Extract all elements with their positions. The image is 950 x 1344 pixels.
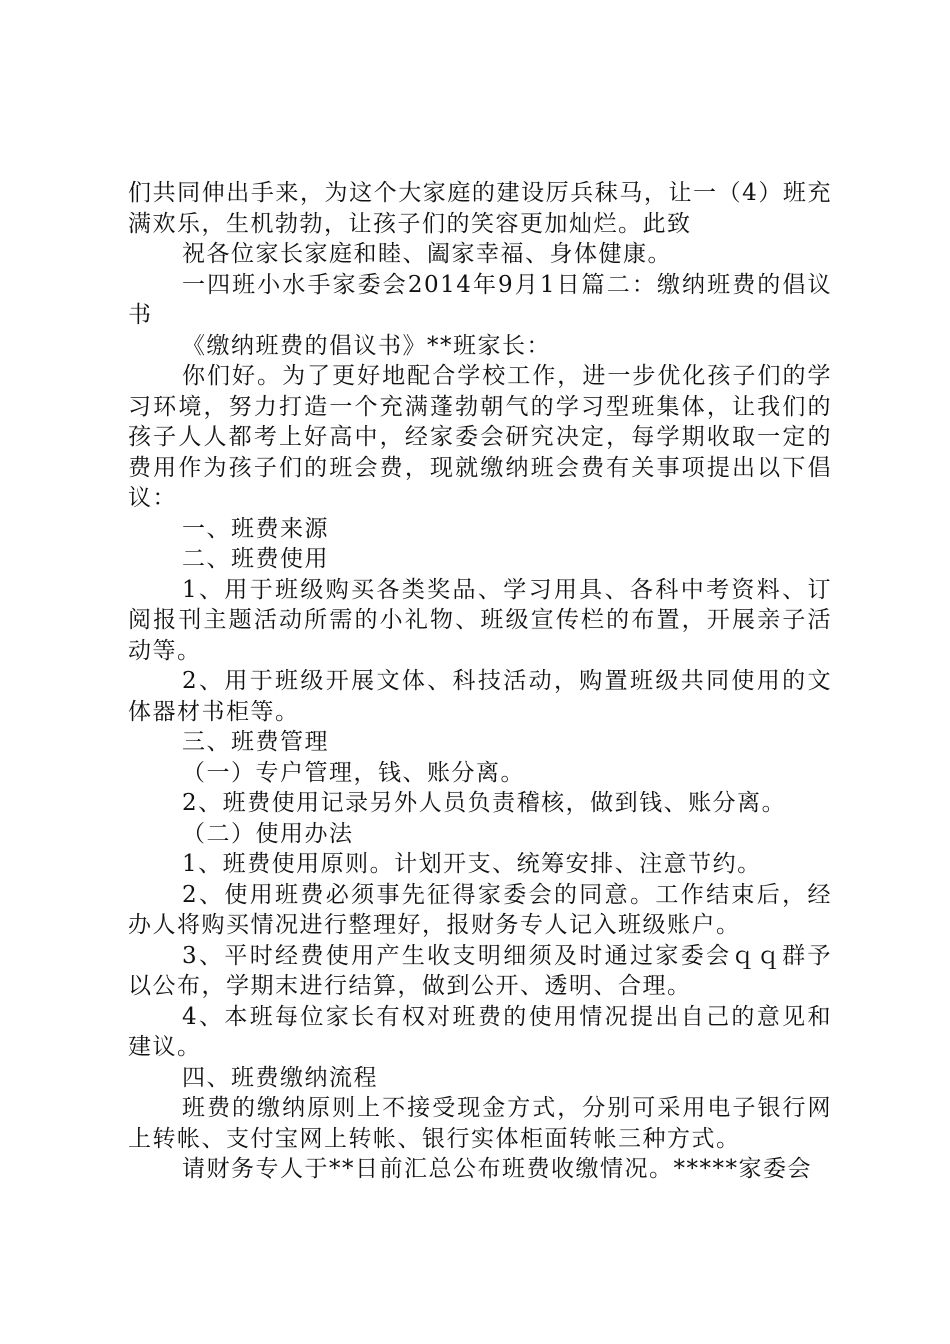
section-heading-fee-usage: 二、班费使用 (182, 546, 329, 572)
paragraph-usage-item-1: 1、用于班级购买各类奖品、学习用具、各科中考资料、订阅报刊主题活动所需的小礼物、班级宣传栏的布置，开展亲子活动等。 (128, 576, 832, 664)
paragraph-method-item-1: 1、班费使用原则。计划开支、统筹安排、注意节约。 (182, 851, 762, 877)
paragraph-usage-item-2: 2、用于班级开展文体、科技活动，购置班级共同使用的文体器材书柜等。 (128, 668, 832, 725)
paragraph-method-item-2: 2、使用班费必须事先征得家委会的同意。工作结束后，经办人将购买情况进行整理好，报财务专人记入班级账户。 (128, 881, 832, 938)
subheading-dedicated-account: （一）专户管理，钱、账分离。 (182, 759, 525, 786)
subheading-usage-method: （二）使用办法 (182, 820, 354, 847)
paragraph-payment-summary: 请财务专人于**日前汇总公布班费收缴情况。*****家委会 (182, 1156, 812, 1182)
paragraph-closing-continuation: 们共同伸出手来，为这个大家庭的建设厉兵秣马，让一（4）班充满欢乐，生机勃勃，让孩子们的笑容更加灿烂。此致 (128, 180, 832, 237)
paragraph-signature-and-next-title: 一四班小水手家委会2014年9月1日篇二：缴纳班费的倡议书 (128, 271, 832, 328)
paragraph-method-item-3: 3、平时经费使用产生收支明细须及时通过家委会ｑｑ群予以公布，学期末进行结算，做到公开、透明、合理。 (128, 942, 832, 999)
section-heading-payment-process: 四、班费缴纳流程 (182, 1064, 378, 1091)
section-heading-fee-source: 一、班费来源 (182, 515, 329, 542)
paragraph-wishes: 祝各位家长家庭和睦、阖家幸福、身体健康。 (182, 241, 672, 267)
paragraph-payment-methods: 班费的缴纳原则上不接受现金方式，分别可采用电子银行网上转帐、支付宝网上转帐、银行实体柜面转帐三种方式。 (128, 1095, 832, 1152)
paragraph-management-item-2: 2、班费使用记录另外人员负责稽核，做到钱、账分离。 (182, 790, 787, 816)
paragraph-letter-heading: 《缴纳班费的倡议书》**班家长： (182, 332, 551, 359)
paragraph-method-item-4: 4、本班每位家长有权对班费的使用情况提出自己的意见和建议。 (128, 1003, 832, 1060)
document-body (128, 178, 832, 1185)
section-heading-fee-management: 三、班费管理 (182, 729, 329, 755)
paragraph-introduction: 你们好。为了更好地配合学校工作，进一步优化孩子们的学习环境，努力打造一个充满蓬勃朝气的学习型班集体，让我们的孩子人人都考上好高中，经家委会研究决定，每学期收取一定的费用作为孩子们的班会费，现就缴纳班会费有关事项提出以下倡议： (128, 363, 832, 511)
